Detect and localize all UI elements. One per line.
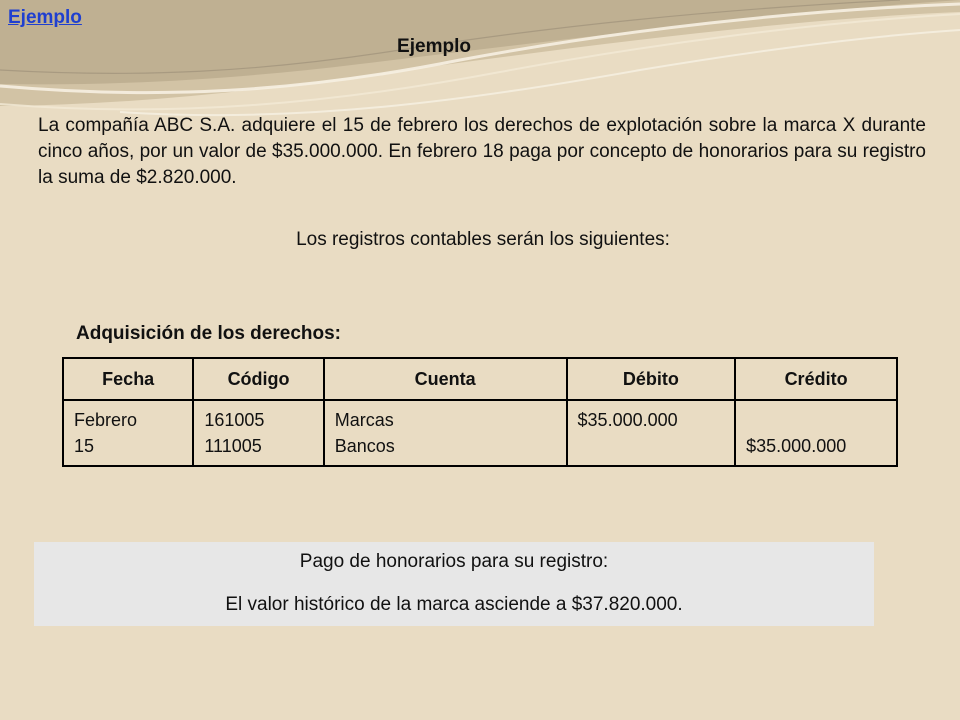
cell-credito bbox=[735, 400, 897, 466]
cell-cuenta bbox=[324, 400, 567, 466]
header-debito: Débito bbox=[567, 358, 736, 400]
debito-value: $35.000.000 bbox=[577, 410, 678, 430]
fecha-line-2: 15 bbox=[74, 436, 95, 456]
credito-value: $35.000.000 bbox=[746, 436, 847, 456]
ejemplo-link[interactable]: Ejemplo bbox=[8, 7, 82, 28]
intro-paragraph: La compañía ABC S.A. adquiere el 15 de febrero los derechos de explotación sobre la marca X durante cinco años, por un valor de $35.000.000. En febrero 18 paga por concepto de honorarios para su registro la suma de $2.820.000. bbox=[38, 115, 926, 188]
header-credito: Crédito bbox=[735, 358, 897, 400]
section-heading: Adquisición de los derechos: bbox=[76, 323, 341, 344]
note-line-1: Pago de honorarios para su registro: bbox=[299, 551, 609, 572]
accounting-table bbox=[62, 357, 898, 467]
cuenta-line-1: Marcas bbox=[334, 410, 394, 430]
table-row bbox=[63, 400, 897, 466]
codigo-line-1: 161005 bbox=[204, 410, 265, 430]
table-header-row bbox=[63, 358, 897, 400]
header-cuenta: Cuenta bbox=[324, 358, 567, 400]
cuenta-line-2: Bancos bbox=[334, 436, 395, 456]
slide-subtitle: Ejemplo bbox=[397, 36, 471, 57]
note-line-2: El valor histórico de la marca asciende a $37.820.000. bbox=[225, 594, 683, 615]
records-intro-text: Los registros contables serán los siguientes: bbox=[296, 229, 670, 250]
fecha-line-1: Febrero bbox=[74, 410, 138, 430]
cell-fecha bbox=[63, 400, 193, 466]
note-box bbox=[34, 542, 874, 626]
header-codigo: Código bbox=[193, 358, 323, 400]
cell-codigo bbox=[193, 400, 323, 466]
header-fecha: Fecha bbox=[63, 358, 193, 400]
cell-debito bbox=[567, 400, 736, 466]
codigo-line-2: 111005 bbox=[204, 436, 262, 456]
